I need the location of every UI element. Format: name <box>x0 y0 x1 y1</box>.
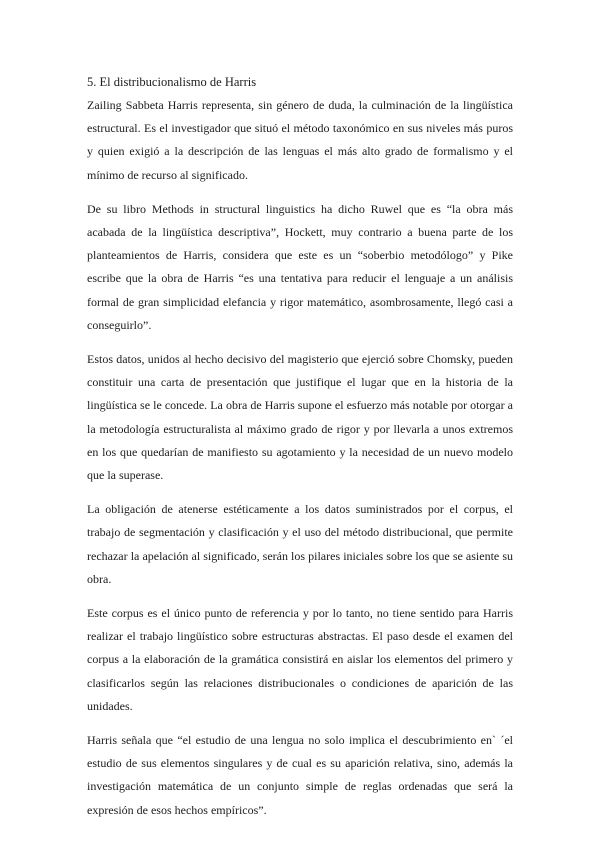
paragraph-2: De su libro Methods in structural linguistics ha dicho Ruwel que es “la obra más acabada de la lingüística descriptiva”, Hockett, muy contrario a buena parte de los planteamientos de Harris, considera que este es un “soberbio metodólogo” y Pike escribe que la obra de Harris “es una tentativa para reducir el lenguaje a un análisis formal de gran simplicidad elefancia y rigor matemático, asombrosamente, llegó casi a conseguirlo”. <box>87 201 513 332</box>
paragraph-5: Este corpus es el único punto de referencia y por lo tanto, no tiene sentido para Harris realizar el trabajo lingüístico sobre estructuras abstractas. El paso desde el examen del corpus a la elaboración de la gramática consistirá en aislar los elementos del primero y clasificarlos según las relaciones distribucionales o condiciones de aparición de las unidades. <box>87 606 513 713</box>
paragraph-4: La obligación de atenerse estéticamente a los datos suministrados por el corpus, el trabajo de segmentación y clasificación y el uso del método distribucional, que permite rechazar la apelación al significado, serán los pilares iniciales sobre los que se asiente su obra. <box>87 502 513 586</box>
document-page <box>87 72 513 833</box>
section-heading: 5. El distribucionalismo de Harris <box>87 75 257 89</box>
paragraph-3: Estos datos, unidos al hecho decisivo del magisterio que ejerció sobre Chomsky, pueden constituir una carta de presentación que justifique el lugar que en la historia de la lingüística se le concede. La obra de Harris supone el esfuerzo más notable por otorgar a la metodología estructuralista al máximo grado de rigor y por llevarla a unos extremos en los que quedarían de manifiesto su agotamiento y la necesidad de un nuevo modelo que la superase. <box>87 352 513 483</box>
paragraph-1: Zailing Sabbeta Harris representa, sin género de duda, la culminación de la lingüística estructural. Es el investigador que situó el método taxonómico en sus niveles más puros y quien exigió a la descripción de las lenguas el más alto grado de formalismo y el mínimo de recurso al significado. <box>87 98 513 182</box>
paragraph-6: Harris señala que “el estudio de una lengua no solo implica el descubrimiento en` ´el estudio de sus elementos singulares y de cual es su aparición relativa, sino, además la investigación matemática de un conjunto simple de reglas ordenadas que será la expresión de esos hechos empíricos”. <box>87 733 513 817</box>
